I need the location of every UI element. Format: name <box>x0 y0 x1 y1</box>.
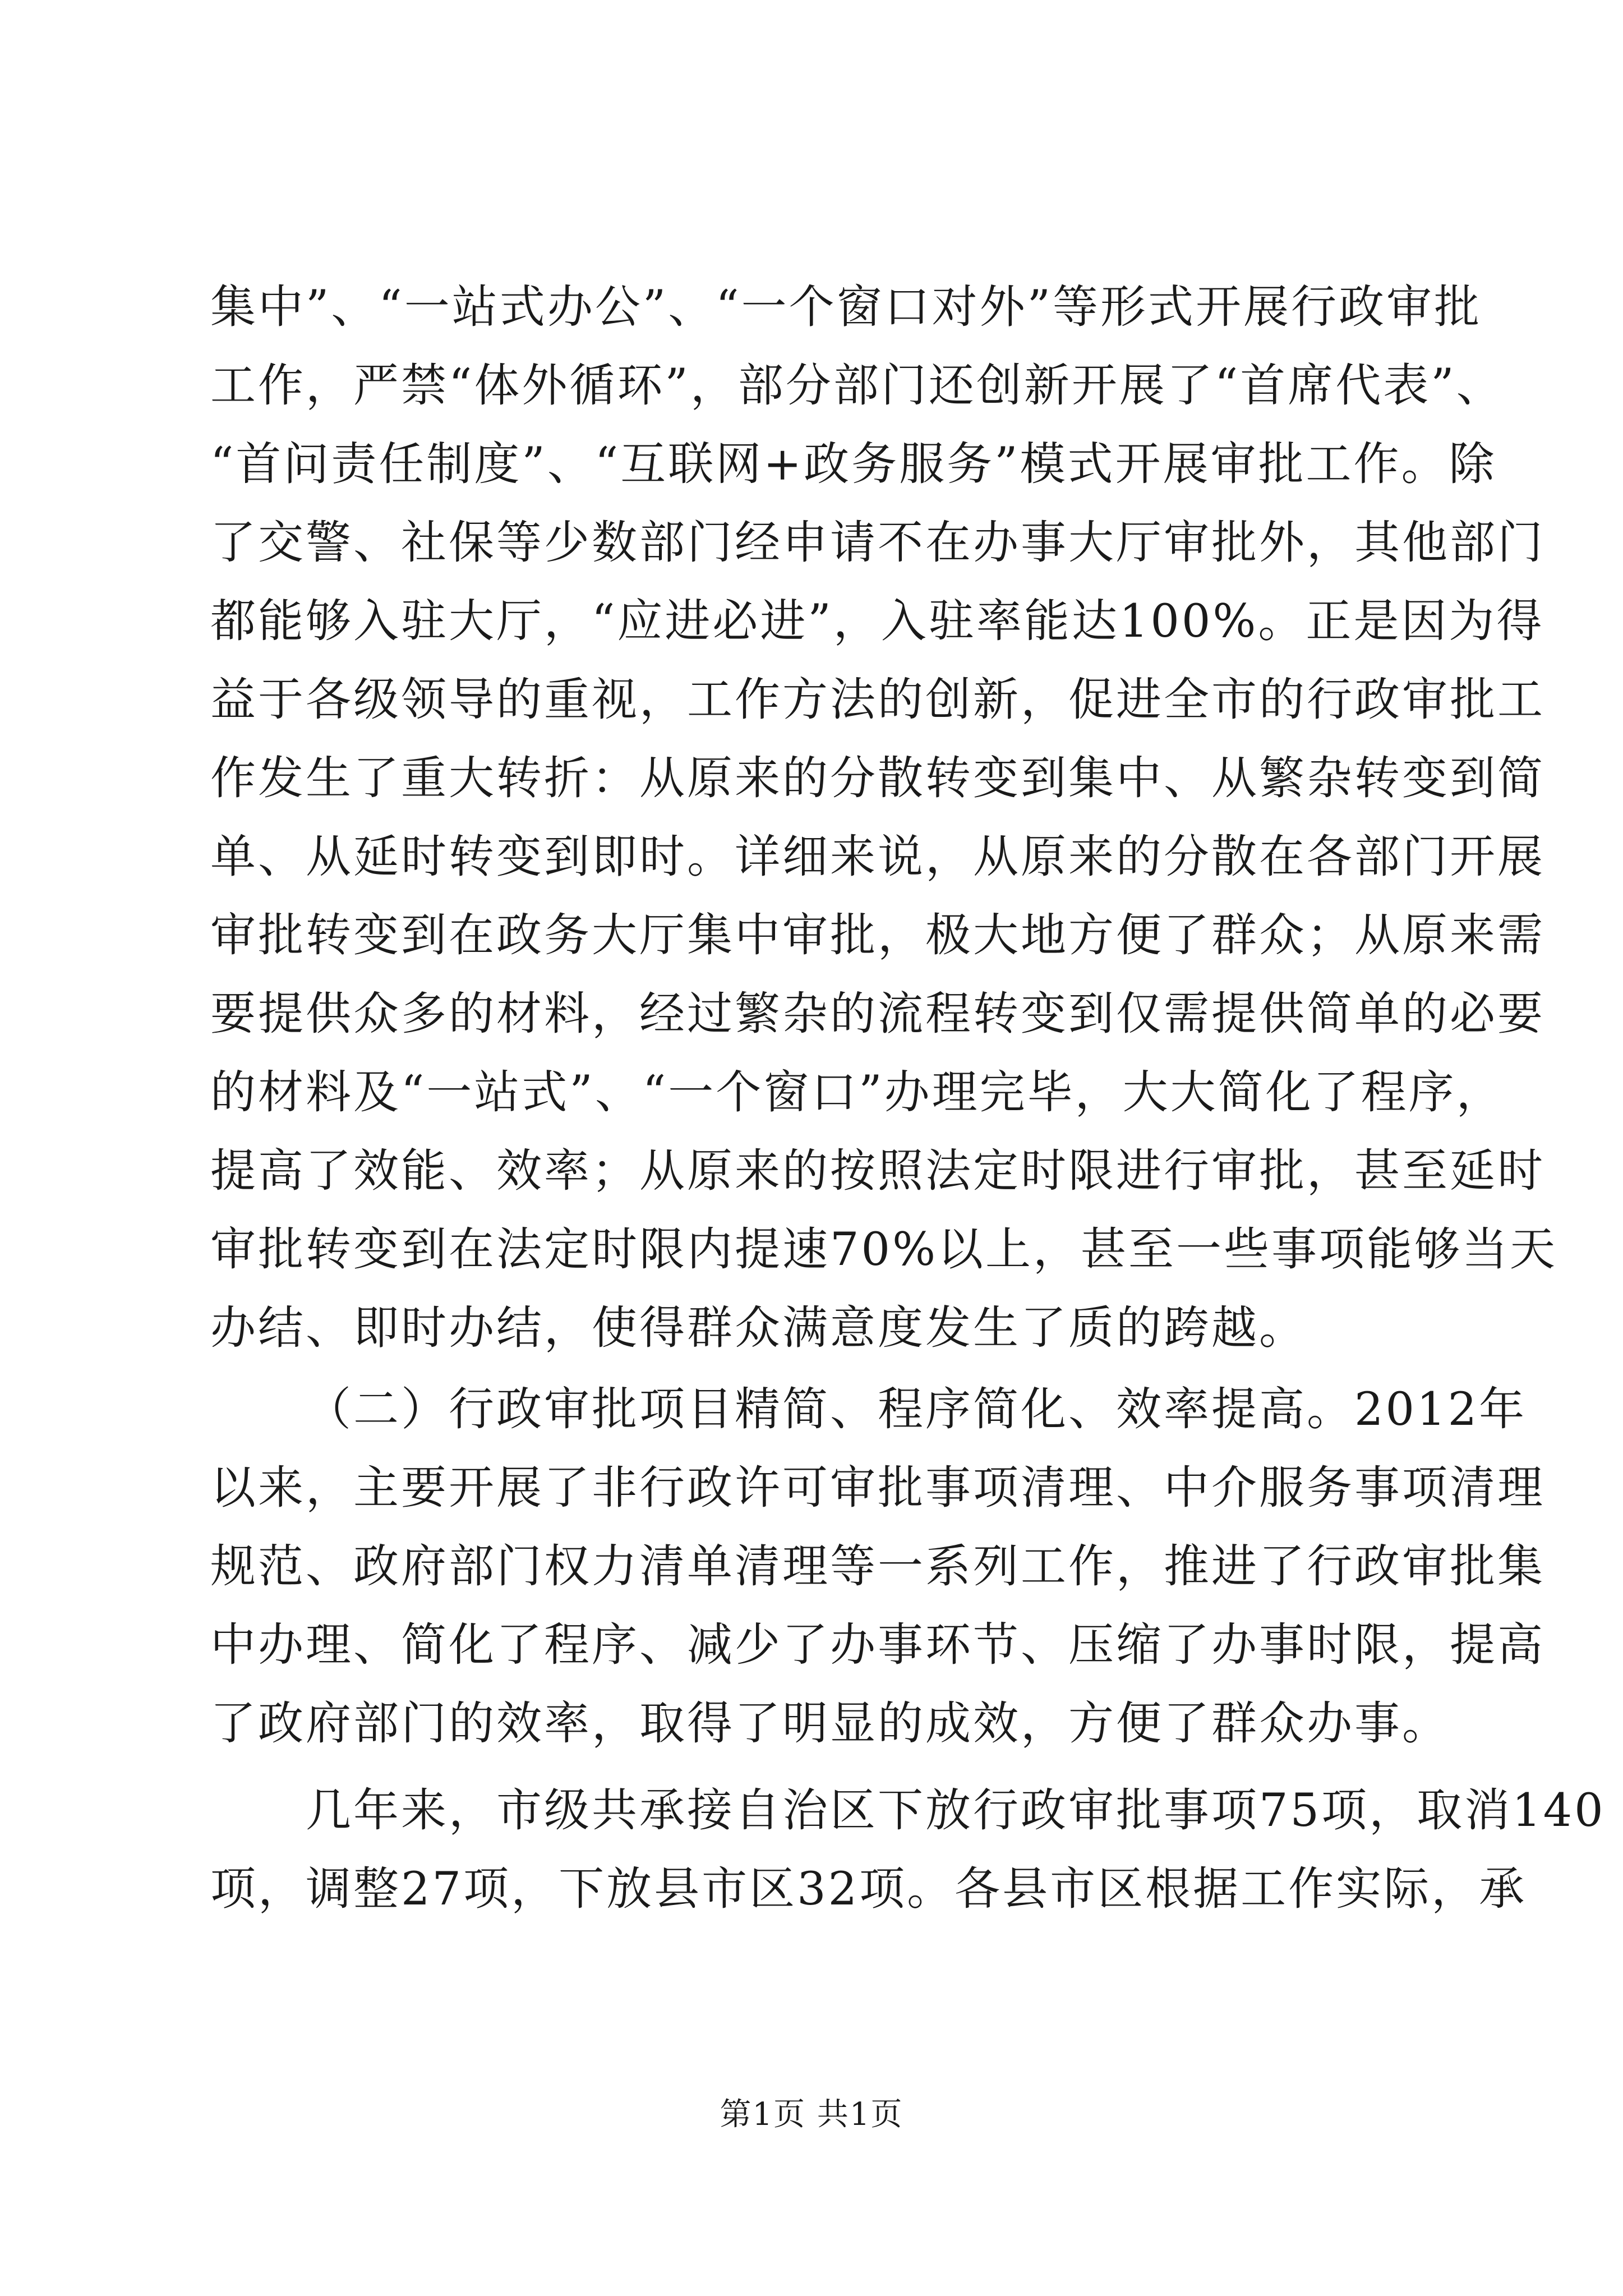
paragraph-1-line-2: 工作，严禁“体外循环”，部分部门还创新开展了“首席代表”、 <box>210 360 1504 412</box>
paragraph-2-line-5: 了政府部门的效率，取得了明显的成效，方便了群众办事。 <box>210 1697 1450 1750</box>
paragraph-2-line-1: （二）行政审批项目精简、程序简化、效率提高。2012年 <box>306 1383 1527 1436</box>
paragraph-1-line-7: 作发生了重大转折：从原来的分散转变到集中、从繁杂转变到简 <box>210 752 1546 805</box>
paragraph-1-line-8: 单、从延时转变到即时。详细来说，从原来的分散在各部门开展 <box>210 831 1546 884</box>
paragraph-1-line-9: 审批转变到在政务大厅集中审批，极大地方便了群众；从原来需 <box>210 909 1546 962</box>
paragraph-1-line-3: “首问责任制度”、“互联网+政务服务”模式开展审批工作。除 <box>210 438 1497 491</box>
paragraph-1-line-1: 集中”、“一站式办公”、“一个窗口对外”等形式开展行政审批 <box>210 281 1482 334</box>
paragraph-2-line-4: 中办理、简化了程序、减少了办事环节、压缩了办事时限，提高 <box>210 1619 1546 1672</box>
paragraph-3-line-2: 项，调整27项，下放县市区32项。各县市区根据工作实际，承 <box>210 1863 1527 1916</box>
paragraph-1-line-10: 要提供众多的材料，经过繁杂的流程转变到仅需提供简单的必要 <box>210 988 1546 1041</box>
paragraph-1-line-5: 都能够入驻大厅，“应进必进”，入驻率能达100%。正是因为得 <box>210 595 1544 648</box>
paragraph-1-line-13: 审批转变到在法定时限内提速70%以上，甚至一些事项能够当天 <box>210 1223 1558 1276</box>
page-footer: 第1页 共1页 <box>720 2096 903 2133</box>
paragraph-3-line-1: 几年来，市级共承接自治区下放行政审批事项75项，取消140 <box>306 1784 1606 1837</box>
paragraph-1-line-12: 提高了效能、效率；从原来的按照法定时限进行审批，甚至延时 <box>210 1145 1546 1198</box>
paragraph-1-line-11: 的材料及“一站式”、“一个窗口”办理完毕，大大简化了程序， <box>210 1066 1504 1119</box>
paragraph-1-line-14: 办结、即时办结，使得群众满意度发生了质的跨越。 <box>210 1302 1307 1355</box>
paragraph-2-line-3: 规范、政府部门权力清单清理等一系列工作，推进了行政审批集 <box>210 1540 1546 1593</box>
paragraph-2-line-2: 以来，主要开展了非行政许可审批事项清理、中介服务事项清理 <box>210 1462 1546 1515</box>
paragraph-1-line-4: 了交警、社保等少数部门经申请不在办事大厅审批外，其他部门 <box>210 517 1546 569</box>
paragraph-1-line-6: 益于各级领导的重视，工作方法的创新，促进全市的行政审批工 <box>210 674 1546 726</box>
